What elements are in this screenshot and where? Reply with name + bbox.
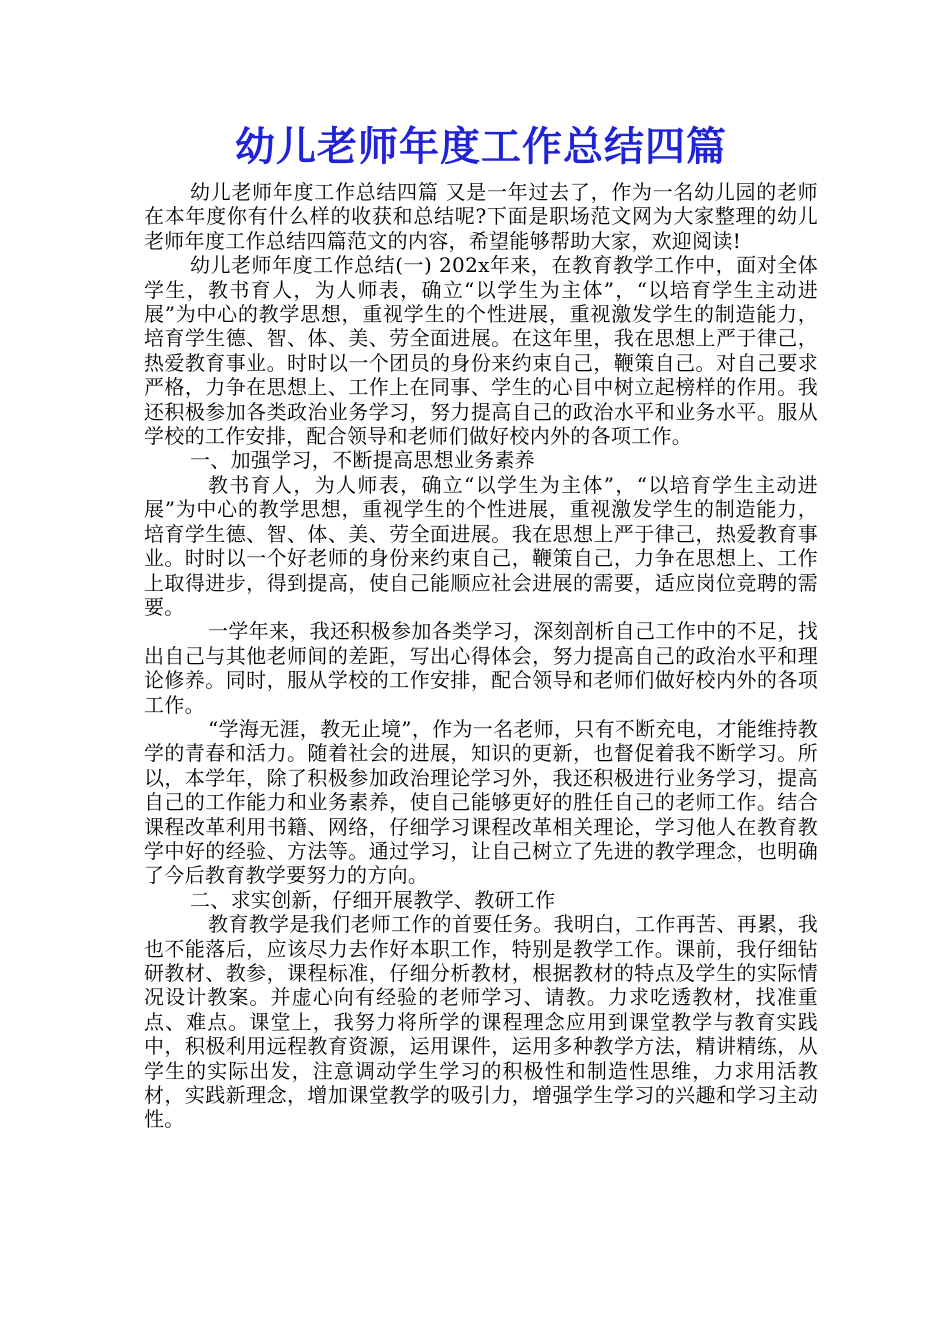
- section-heading: 一、加强学习，不断提高思想业务素养: [190, 448, 536, 473]
- document-title: 幼儿老师年度工作总结四篇: [235, 123, 727, 170]
- body-paragraph: 教育教学是我们老师工作的首要任务。我明白，工作再苦、再累，我也不能落后，应该尽力去作好本职工作，特别是教学工作。课前，我仔细钻研教材、教参，课程标准，仔细分析教材，根据教材的特点及学生的实际情况设计教案。并虚心向有经验的老师学习、请教。力求吃透教材，找准重点、难点。课堂上，我努力将所学的课程理念应用到课堂教学与教育实践中，积极利用远程教育资源，运用课件，运用多种教学方法，精讲精练，从学生的实际出发，注意调动学生学习的积极性和制造性思维，力求用活教材，实践新理念，增加课堂教学的吸引力，增强学生学习的兴趣和学习主动性。: [144, 912, 818, 1132]
- body-paragraph: 教书育人，为人师表，确立“以学生为主体”，“以培育学生主动进展”为中心的教学思想，重视学生的个性进展，重视激发学生的制造能力，培育学生德、智、体、美、劳全面进展。我在思想上严于律己，热爱教育事业。时时以一个好老师的身份来约束自己，鞭策自己，力争在思想上、工作上取得进步，得到提高，使自己能顺应社会进展的需要，适应岗位竞聘的需要。: [144, 472, 818, 619]
- section-heading: 二、求实创新，仔细开展教学、教研工作: [190, 887, 556, 912]
- body-paragraph: 幼儿老师年度工作总结(一) 202x年来，在教育教学工作中，面对全体学生，教书育人，为人师表，确立“以学生为主体”，“以培育学生主动进展”为中心的教学思想，重视学生的个性进展，重视激发学生的制造能力，培育学生德、智、体、美、劳全面进展。在这年里，我在思想上严于律己，热爱教育事业。时时以一个团员的身份来约束自己，鞭策自己。对自己要求严格，力争在思想上、工作上在同事、学生的心目中树立起榜样的作用。我还积极参加各类政治业务学习，努力提高自己的政治水平和业务水平。服从学校的工作安排，配合领导和老师们做好校内外的各项工作。: [144, 253, 818, 449]
- body-paragraph: “学海无涯，教无止境”，作为一名老师，只有不断充电，才能维持教学的青春和活力。随着社会的进展，知识的更新，也督促着我不断学习。所以，本学年，除了积极参加政治理论学习外，我还积极进行业务学习，提高自己的工作能力和业务素养，使自己能够更好的胜任自己的老师工作。结合课程改革利用书籍、网络，仔细学习课程改革相关理论，学习他人在教育教学中好的经验、方法等。通过学习，让自己树立了先进的教学理念，也明确了今后教育教学要努力的方向。: [144, 716, 818, 888]
- intro-paragraph: 幼儿老师年度工作总结四篇 又是一年过去了，作为一名幼儿园的老师在本年度你有什么样的收获和总结呢?下面是职场范文网为大家整理的幼儿老师年度工作总结四篇范文的内容，希望能够帮助大家，欢迎阅读!: [144, 180, 818, 253]
- document-body: [144, 180, 818, 1132]
- body-paragraph: 一学年来，我还积极参加各类学习，深刻剖析自己工作中的不足，找出自己与其他老师间的差距，写出心得体会，努力提高自己的政治水平和理论修养。同时，服从学校的工作安排，配合领导和老师们做好校内外的各项工作。: [144, 619, 818, 717]
